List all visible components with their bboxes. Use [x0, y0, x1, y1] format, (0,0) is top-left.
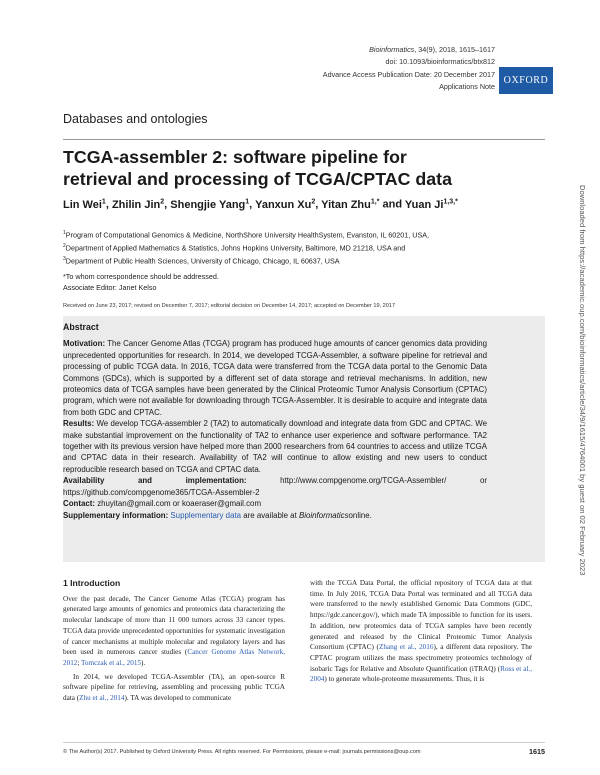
- article-title: TCGA-assembler 2: software pipeline for retrieval and processing of TCGA/CPTAC data: [63, 147, 452, 189]
- abstract-contact: Contact: zhuyitan@gmail.com or koaeraser@gmail.com: [63, 499, 262, 509]
- paragraph: with the TCGA Data Portal, the official repository of TCGA data at that time. In July 2016, TCGA Data Portal was terminated and all TCGA data were transferred to the newly established Genomic Data Commons (GDC, https://gdc.cancer.gov/), which made TA impossible to function for its users. In addition, new proteomics data of TCGA samples have been recently generated and released by the Clinical Proteomic Tumor Analysis Consortium (CPTAC) (Zhang et al., 2016), a different data repository. The CPTAC program utilizes the mass spectrometry proteomics technology of isobaric Tags for Relative and Absolute Quantification (iTRAQ) (Ross et al., 2004) to generate whole-proteome measurements. Thus, it is: [310, 579, 532, 684]
- author: Lin Wei$^1$: [63, 198, 106, 211]
- download-stamp-text: Downloaded from https://academic.oup.com/bioinformatics/article/34/9/1615/4764001 by guest on 02 February 2023: [578, 185, 587, 576]
- section-tag: Databases and ontologies: [63, 112, 208, 126]
- advance-access-date: Advance Access Publication Date: 20 December 2017: [322, 69, 495, 79]
- author: Yanxun Xu$^2$: [255, 198, 316, 211]
- abstract-availability: Availability and implementation: http://www.compgenome.org/TCGA-Assembler/ or https://github.com/compgenome365/TCGA-Assembler-2: [63, 476, 487, 497]
- author: Shengjie Yang$^1$: [170, 198, 250, 211]
- authors-and: and: [382, 198, 403, 211]
- article-history: Received on June 23, 2017; revised on December 7, 2017; editorial decision on December 14, 2017; accepted on December 19, 2017: [63, 303, 396, 309]
- paragraph: Over the past decade, The Cancer Genome Atlas (TCGA) program has generated large amounts of genomics and proteomics data characterizing the molecular landscape of more than 11 000 tumors across 33 cancer types. TCGA data provide unprecedented opportunities for systematic investigation of cancer mechanisms at multiple molecular and regulatory layers and has been used in numerous cancer studies (Cancer Genome Atlas Network, 2012; Tomczak et al., 2015).: [63, 594, 285, 667]
- author: Zhilin Jin$^2$: [111, 198, 165, 211]
- citation-link[interactable]: Ross et al., 2004: [310, 664, 532, 684]
- affiliation: $^3$Department of Public Health Sciences, University of Chicago, Chicago, IL 60637, USA: [63, 255, 340, 266]
- article-type: Applications Note: [439, 81, 495, 91]
- paragraph: In 2014, we developed TCGA-Assembler (TA), an open-source R software pipeline for retrieving, assembling and processing public TCGA data (Zhu et al., 2014). TA was developed to communicate: [63, 672, 285, 703]
- journal-volume: , 34(9), 2018, 1615–1617: [414, 45, 495, 54]
- affiliations: [63, 228, 483, 267]
- contact-email[interactable]: zhuyitan@gmail.com or koaeraser@gmail.com: [97, 499, 262, 509]
- journal-name: Bioinformatics: [369, 45, 415, 54]
- abstract-motivation: Motivation: The Cancer Genome Atlas (TCGA) program has produced huge amounts of cancer genomics data providing unprecedented opportunities for research. In 2014, we developed TCGA-Assembler, a software pipeline for retrieval and processing of public TCGA data. In 2016, TCGA data were transferred from the TCGA data portal to the Genomic Data Commons (GDCs), which is supported by a different set of data storage and retrieval mechanisms. In addition, new proteomics data of TCGA samples have been generated by the Clinical Proteomic Tumor Analysis Consortium (CPTAC) program, which were not available for downloading through TCGA-Assembler. It is desirable to acquire and integrate data from both GDC and CPTAC.: [63, 339, 487, 417]
- journal-header: [235, 44, 495, 93]
- abstract-results: Results: We develop TCGA-assembler 2 (TA2) to automatically download and integrate data from GDC and CPTAC. We make substantial improvement on the functionality of TA2 to enhance user experience and software performance. TA2 together with its previous version have helped more than 2000 researchers from 64 countries to access and utilize TCGA and CPTAC data in their research. Availability of TA2 will continue to allow existing and new users to conduct reproducible research based on TCGA and CPTAC data.: [63, 419, 487, 474]
- section-divider: [63, 139, 545, 140]
- availability-url[interactable]: http://www.compgenome.org/TCGA-Assembler/ or https://github.com/compgenome365/TCGA-Assembler-2: [63, 476, 487, 497]
- citation-link[interactable]: Tomczak et al., 2015: [81, 658, 142, 667]
- affiliation: $^2$Department of Applied Mathematics & Statistics, Johns Hopkins University, Baltimore, MD 21218, USA and: [63, 242, 406, 253]
- footer-divider: [63, 742, 545, 743]
- citation-link[interactable]: Cancer Genome Atlas Network, 2012: [63, 648, 285, 667]
- page-number: 1615: [529, 747, 545, 756]
- associate-editor: Associate Editor: Janet Kelso: [63, 282, 157, 292]
- citation-link[interactable]: Zhang et al., 2016: [378, 643, 434, 652]
- oxford-logo: OXFORD: [499, 67, 553, 94]
- copyright-footer: © The Author(s) 2017. Published by Oxford University Press. All rights reserved. For Permissions, please e-mail: journals.permissions@oup.com: [63, 749, 421, 755]
- correspondence-block: [63, 272, 463, 293]
- body-column-left: [63, 578, 285, 704]
- author: Yuan $Ji^{1,3,*}$: [404, 198, 458, 211]
- journal-citation: [235, 44, 495, 56]
- download-stamp: [575, 185, 589, 605]
- abstract: [63, 322, 487, 521]
- affiliation: $^1$Program of Computational Genomics & Medicine, NorthShore University HealthSystem, Evanston, IL 60201, USA,: [63, 230, 430, 240]
- body-column-right: [310, 578, 532, 685]
- supplementary-link[interactable]: Supplementary data: [170, 510, 242, 520]
- author: Yitan Zhu$^{1,*}$: [321, 198, 380, 211]
- abstract-heading: Abstract: [63, 322, 99, 332]
- abstract-supplementary: Supplementary information: Supplementary data are available at Bioinformaticsonline.: [63, 510, 372, 520]
- author-list: Lin Wei$^1$, Zhilin Jin$^2$, Shengjie Yang$^1$, Yanxun Xu$^2$, Yitan Zhu$^{1,*}$ and Yuan $Ji^{1,3,*}$: [63, 198, 458, 211]
- correspondence-note: *To whom correspondence should be addressed.: [63, 272, 219, 281]
- doi[interactable]: doi: 10.1093/bioinformatics/btx812: [385, 57, 495, 67]
- citation-link[interactable]: Zhu et al., 2014: [79, 694, 125, 703]
- section-heading-introduction: 1 Introduction: [63, 578, 121, 588]
